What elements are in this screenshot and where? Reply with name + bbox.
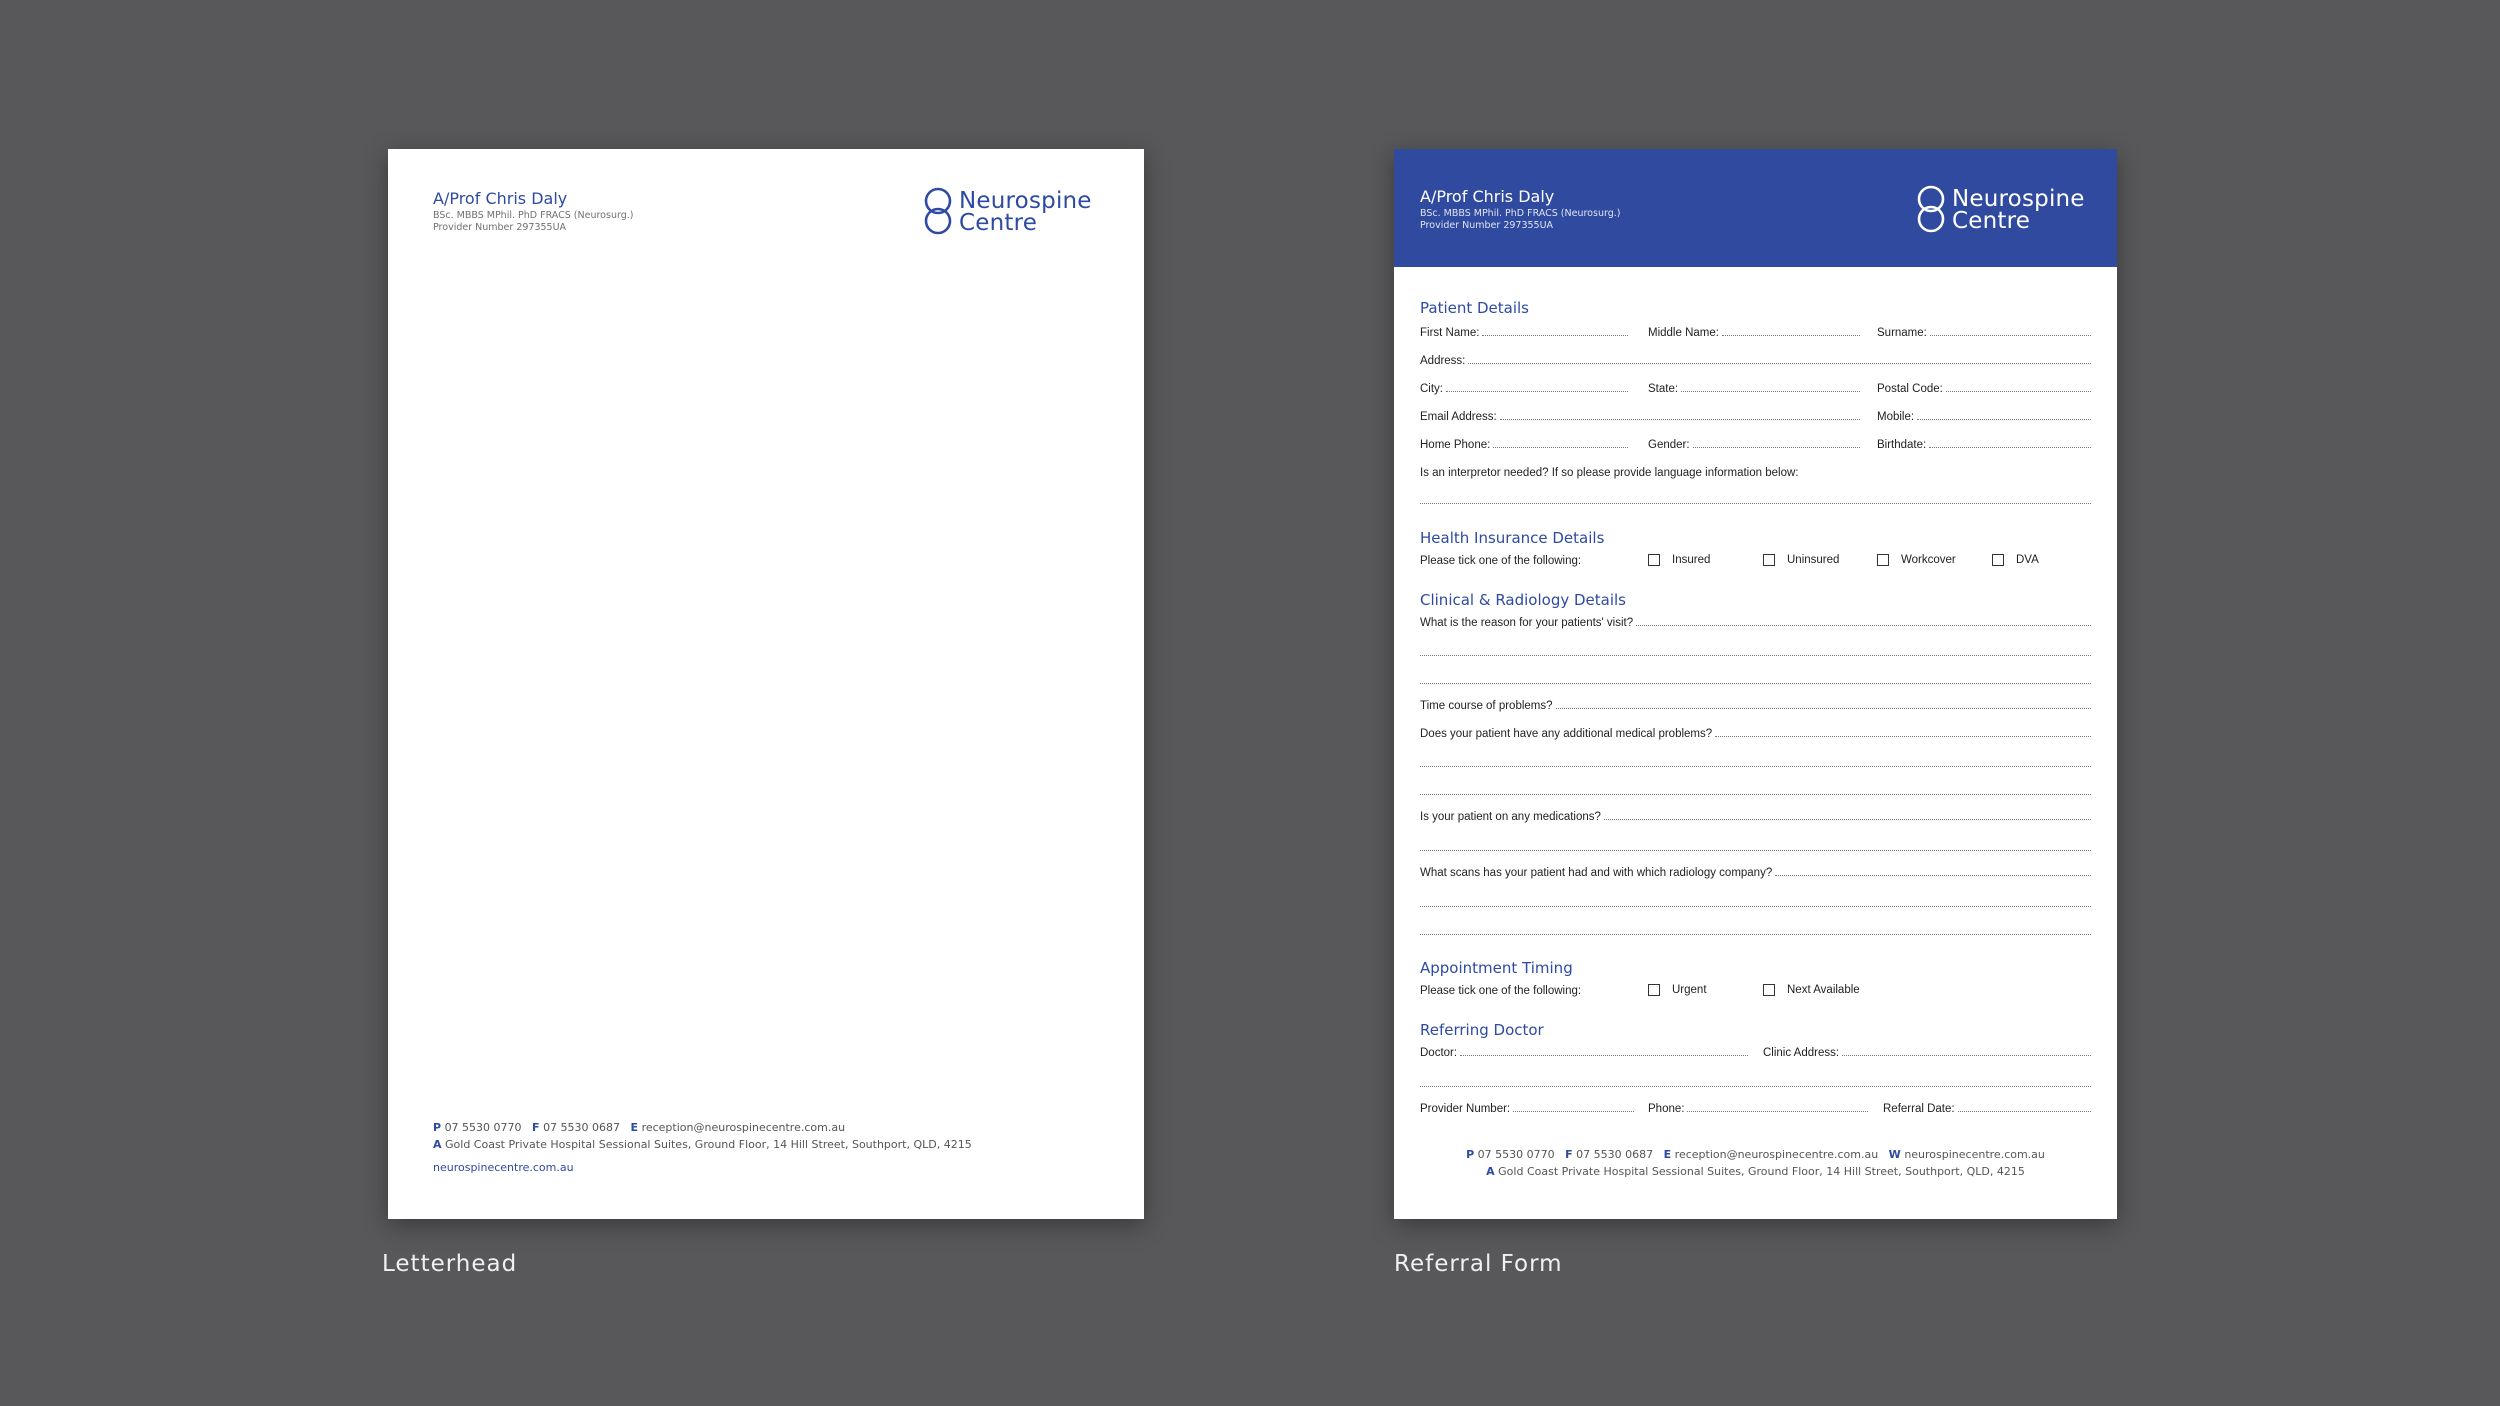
logo-line-2: Centre: [1952, 208, 2031, 234]
workcover-label: Workcover: [1901, 554, 1956, 566]
home-phone-line[interactable]: [1493, 447, 1628, 448]
first-name-field[interactable]: [1420, 327, 1628, 339]
doctor-label: Doctor:: [1420, 1047, 1458, 1059]
reason-field[interactable]: [1420, 617, 2091, 629]
website-link[interactable]: neurospinecentre.com.au: [1904, 1148, 2045, 1161]
state-label: State:: [1648, 383, 1679, 395]
insurance-prompt: Please tick one of the following:: [1420, 555, 1582, 567]
birthdate-line[interactable]: [1929, 447, 2091, 448]
clinic-address-line[interactable]: [1842, 1055, 2091, 1056]
checkbox-icon[interactable]: [1992, 554, 2004, 566]
fax-key: F: [532, 1121, 540, 1134]
birthdate-field[interactable]: [1877, 439, 2091, 451]
website-key: W: [1888, 1148, 1901, 1161]
doctor-name: A/Prof Chris Daly: [1420, 187, 1555, 206]
dva-checkbox[interactable]: [1992, 554, 2039, 566]
mobile-field[interactable]: [1877, 411, 2091, 423]
surname-line[interactable]: [1930, 335, 2091, 336]
urgent-checkbox[interactable]: [1648, 984, 1707, 996]
interpreter-line[interactable]: [1420, 503, 2091, 504]
additional-problems-field[interactable]: [1420, 728, 2091, 740]
scans-line-3[interactable]: [1420, 934, 2091, 935]
referral-date-line[interactable]: [1958, 1111, 2091, 1112]
state-field[interactable]: [1648, 383, 1860, 395]
middle-name-line[interactable]: [1722, 335, 1860, 336]
city-field[interactable]: [1420, 383, 1628, 395]
clinic-address-label: Clinic Address:: [1763, 1047, 1840, 1059]
medications-line[interactable]: [1604, 819, 2091, 820]
checkbox-icon[interactable]: [1648, 554, 1660, 566]
address-field[interactable]: [1420, 355, 2091, 367]
medications-label: Is your patient on any medications?: [1420, 811, 1601, 823]
city-label: City:: [1420, 383, 1443, 395]
provider-number-line[interactable]: [1513, 1111, 1634, 1112]
letterhead-sheet: [388, 149, 1144, 1219]
urgent-label: Urgent: [1672, 984, 1707, 996]
uninsured-label: Uninsured: [1787, 554, 1840, 566]
insurance-title: Health Insurance Details: [1420, 529, 1605, 547]
scans-line[interactable]: [1775, 875, 2091, 876]
clinic-address-field[interactable]: [1763, 1047, 2091, 1059]
uninsured-checkbox[interactable]: [1763, 554, 1839, 566]
clinic-address-line-2[interactable]: [1420, 1086, 2091, 1087]
doctor-field[interactable]: [1420, 1047, 1748, 1059]
doctor-qualifications: BSc. MBBS MPhil. PhD FRACS (Neurosurg.): [1420, 208, 1621, 219]
first-name-line[interactable]: [1482, 335, 1628, 336]
reason-line-2[interactable]: [1420, 655, 2091, 656]
additional-problems-line-3[interactable]: [1420, 794, 2091, 795]
fax-number: 07 5530 0687: [1576, 1148, 1654, 1161]
home-phone-field[interactable]: [1420, 439, 1628, 451]
phone-key: P: [433, 1121, 442, 1134]
first-name-label: First Name:: [1420, 327, 1480, 339]
workcover-checkbox[interactable]: [1877, 554, 1956, 566]
referring-doctor-title: Referring Doctor: [1420, 1021, 1544, 1039]
insured-label: Insured: [1672, 554, 1711, 566]
checkbox-icon[interactable]: [1763, 554, 1775, 566]
email-key: E: [630, 1121, 639, 1134]
time-course-line[interactable]: [1556, 708, 2091, 709]
fax-number: 07 5530 0687: [543, 1121, 621, 1134]
reason-line-3[interactable]: [1420, 683, 2091, 684]
home-phone-label: Home Phone:: [1420, 439, 1491, 451]
additional-problems-line[interactable]: [1715, 736, 2091, 737]
logo-line-1: Neurospine: [959, 188, 1092, 214]
gender-line[interactable]: [1693, 447, 1860, 448]
phone-number: 07 5530 0770: [444, 1121, 522, 1134]
provider-number-field[interactable]: [1420, 1103, 1634, 1115]
scans-line-2[interactable]: [1420, 906, 2091, 907]
interpreter-question: Is an interpretor needed? If so please provide language information below:: [1420, 467, 1799, 479]
email-key: E: [1663, 1148, 1672, 1161]
middle-name-field[interactable]: [1648, 327, 1860, 339]
logo-line-2: Centre: [959, 210, 1038, 236]
checkbox-icon[interactable]: [1763, 984, 1775, 996]
patient-details-title: Patient Details: [1420, 299, 1529, 317]
mobile-line[interactable]: [1917, 419, 2091, 420]
state-line[interactable]: [1681, 391, 1860, 392]
city-line[interactable]: [1446, 391, 1628, 392]
neurospine-logo-icon: [1916, 185, 1946, 235]
logo-line-1: Neurospine: [1952, 186, 2085, 212]
neurospine-logo: [1916, 185, 2085, 235]
scans-label: What scans has your patient had and with which radiology company?: [1420, 867, 1773, 879]
gender-label: Gender:: [1648, 439, 1690, 451]
address-key: A: [433, 1138, 442, 1151]
reason-label: What is the reason for your patients' visit?: [1420, 617, 1634, 629]
website-link[interactable]: neurospinecentre.com.au: [433, 1161, 574, 1174]
address-line: [1394, 1165, 2117, 1178]
email-address: reception@neurospinecentre.com.au: [1674, 1148, 1879, 1161]
address-label: Address:: [1420, 355, 1466, 367]
clinical-title: Clinical & Radiology Details: [1420, 591, 1626, 609]
time-course-field[interactable]: [1420, 700, 2091, 712]
middle-name-label: Middle Name:: [1648, 327, 1719, 339]
birthdate-label: Birthdate:: [1877, 439, 1927, 451]
address-key: A: [1486, 1165, 1495, 1178]
doctor-line[interactable]: [1460, 1055, 1748, 1056]
email-label: Email Address:: [1420, 411, 1497, 423]
appointment-title: Appointment Timing: [1420, 959, 1573, 977]
gender-field[interactable]: [1648, 439, 1860, 451]
time-course-label: Time course of problems?: [1420, 700, 1553, 712]
referral-date-field[interactable]: [1883, 1103, 2091, 1115]
dva-label: DVA: [2016, 554, 2039, 566]
street-address: Gold Coast Private Hospital Sessional Suites, Ground Floor, 14 Hill Street, Southport, QLD, 4215: [445, 1138, 972, 1151]
address-line[interactable]: [1468, 363, 2091, 364]
postal-code-line[interactable]: [1946, 391, 2091, 392]
doctor-name: A/Prof Chris Daly: [433, 189, 568, 208]
form-header: [1394, 149, 2117, 267]
postal-code-label: Postal Code:: [1877, 383, 1943, 395]
medications-field[interactable]: [1420, 811, 2091, 823]
insured-checkbox[interactable]: [1648, 554, 1710, 566]
provider-number-label: Provider Number:: [1420, 1103, 1511, 1115]
referral-form-sheet: [1394, 149, 2117, 1219]
logo-wordmark: [1952, 188, 2085, 232]
postal-code-field[interactable]: [1877, 383, 2091, 395]
mobile-label: Mobile:: [1877, 411, 1915, 423]
next-available-label: Next Available: [1787, 984, 1860, 996]
provider-number: Provider Number 297355UA: [1420, 220, 1554, 231]
surname-label: Surname:: [1877, 327, 1927, 339]
medications-line-2[interactable]: [1420, 850, 2091, 851]
street-address: Gold Coast Private Hospital Sessional Suites, Ground Floor, 14 Hill Street, Southport, QLD, 4215: [1498, 1165, 2025, 1178]
phone-field[interactable]: [1648, 1103, 1868, 1115]
checkbox-icon[interactable]: [1648, 984, 1660, 996]
provider-number: Provider Number 297355UA: [433, 222, 567, 233]
reason-line[interactable]: [1636, 625, 2091, 626]
appointment-prompt: Please tick one of the following:: [1420, 985, 1582, 997]
doctor-qualifications: BSc. MBBS MPhil. PhD FRACS (Neurosurg.): [433, 210, 634, 221]
phone-label: Phone:: [1648, 1103, 1685, 1115]
logo-wordmark: [959, 190, 1092, 234]
email-address: reception@neurospinecentre.com.au: [641, 1121, 846, 1134]
address-line: [433, 1138, 972, 1151]
neurospine-logo-icon: [923, 187, 953, 237]
referral-form-caption: Referral Form: [1394, 1251, 1563, 1277]
neurospine-logo: [923, 187, 1092, 237]
phone-number: 07 5530 0770: [1477, 1148, 1555, 1161]
next-available-checkbox[interactable]: [1763, 984, 1860, 996]
fax-key: F: [1565, 1148, 1573, 1161]
surname-field[interactable]: [1877, 327, 2091, 339]
contact-line: [1394, 1148, 2117, 1161]
email-field[interactable]: [1420, 411, 1860, 423]
contact-line: [433, 1121, 845, 1134]
additional-problems-line-2[interactable]: [1420, 766, 2091, 767]
email-line[interactable]: [1500, 419, 1860, 420]
referral-date-label: Referral Date:: [1883, 1103, 1955, 1115]
letterhead-caption: Letterhead: [382, 1251, 518, 1277]
phone-key: P: [1466, 1148, 1475, 1161]
additional-problems-label: Does your patient have any additional medical problems?: [1420, 728, 1713, 740]
checkbox-icon[interactable]: [1877, 554, 1889, 566]
scans-field[interactable]: [1420, 867, 2091, 879]
phone-line[interactable]: [1687, 1111, 1868, 1112]
